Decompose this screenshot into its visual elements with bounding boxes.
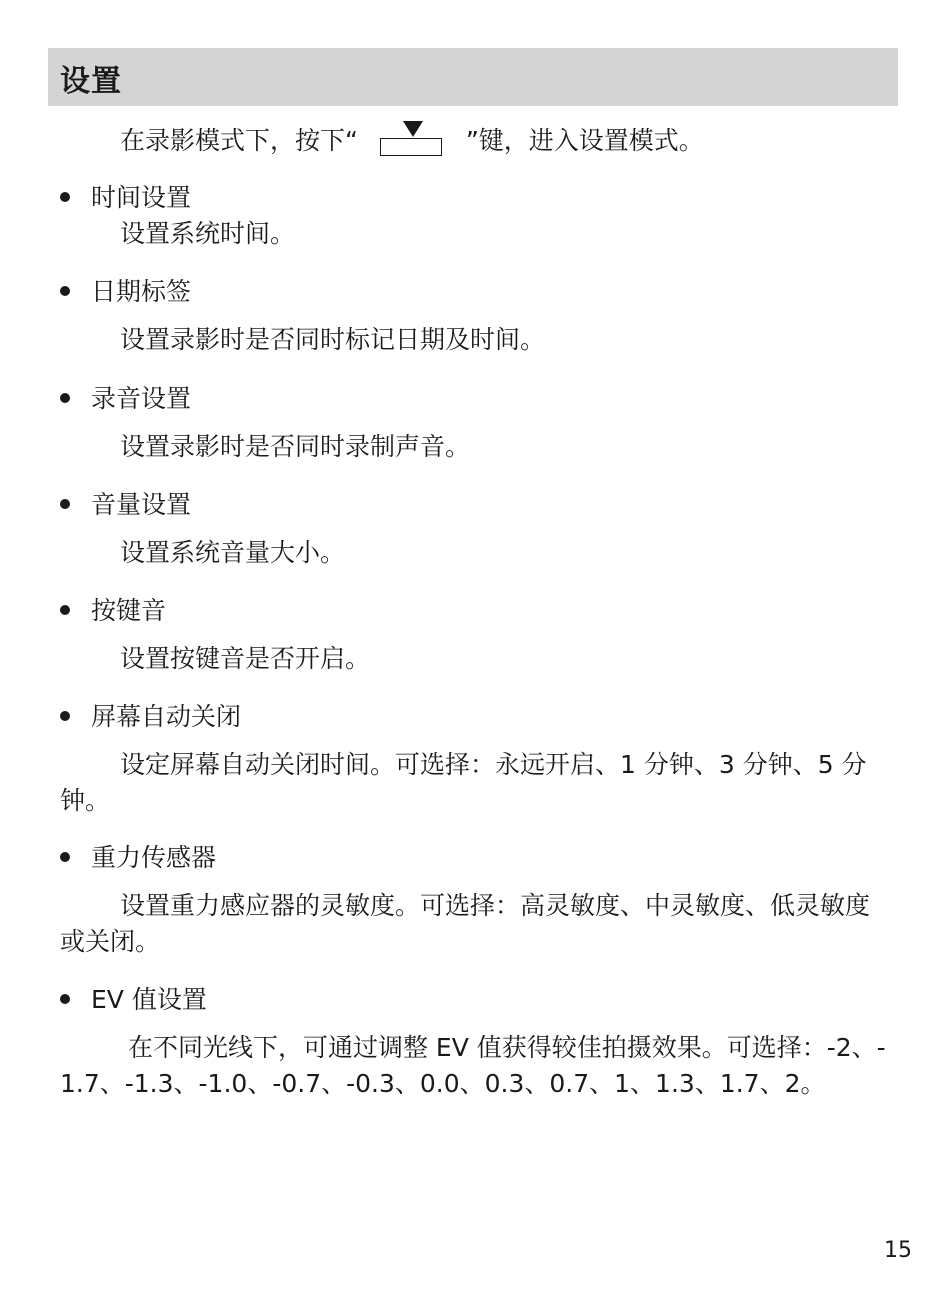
item-heading: 重力传感器 <box>91 843 217 872</box>
item-description: 设置重力感应器的灵敏度。可选择：高灵敏度、中灵敏度、低灵敏度或关闭。 <box>60 891 871 956</box>
bullet-dot-icon <box>60 393 70 403</box>
item-heading-line <box>60 840 900 876</box>
item-heading: 屏幕自动关闭 <box>91 702 242 731</box>
item-description: 设置按键音是否开启。 <box>120 644 371 673</box>
key-outline <box>380 138 442 156</box>
item-gravity-sensor <box>60 840 900 960</box>
item-heading-line <box>60 274 900 310</box>
item-heading-line <box>60 487 900 523</box>
intro-text-before: 在录影模式下，按下“ <box>120 126 358 155</box>
item-key-tone <box>60 593 900 677</box>
bullet-dot-icon <box>60 286 70 296</box>
item-heading: 时间设置 <box>91 183 192 212</box>
bullet-dot-icon <box>60 192 70 202</box>
item-heading: 日期标签 <box>91 277 192 306</box>
item-ev-setting <box>60 982 900 1102</box>
item-heading: 音量设置 <box>91 490 192 519</box>
item-description: 在不同光线下，可通过调整 EV 值获得较佳拍摄效果。可选择：-2、-1.7、-1.3、-1.0、-0.7、-0.3、0.0、0.3、0.7、1、1.3、1.7、2。 <box>60 1033 886 1098</box>
down-triangle-icon <box>403 121 423 137</box>
section-title-bar <box>48 48 898 106</box>
item-heading-line <box>60 180 900 216</box>
down-key-icon <box>380 121 444 161</box>
item-heading: 录音设置 <box>91 384 192 413</box>
item-heading-line <box>60 593 900 629</box>
intro-line <box>120 120 704 160</box>
bullet-dot-icon <box>60 605 70 615</box>
item-description: 设置录影时是否同时标记日期及时间。 <box>120 325 546 354</box>
item-date-stamp <box>60 274 900 358</box>
item-heading-line <box>60 381 900 417</box>
item-volume <box>60 487 900 571</box>
page-number: 15 <box>884 1238 912 1263</box>
item-description: 设定屏幕自动关闭时间。可选择：永远开启、1 分钟、3 分钟、5 分钟。 <box>60 750 867 815</box>
item-screen-auto-off <box>60 699 900 819</box>
bullet-dot-icon <box>60 994 70 1004</box>
item-description: 设置录影时是否同时录制声音。 <box>120 432 471 461</box>
item-time-setting <box>60 180 900 252</box>
page-title: 设置 <box>60 64 122 99</box>
item-audio-recording <box>60 381 900 465</box>
bullet-dot-icon <box>60 499 70 509</box>
item-description: 设置系统音量大小。 <box>120 538 346 567</box>
item-heading: 按键音 <box>91 596 167 625</box>
bullet-dot-icon <box>60 711 70 721</box>
item-heading-line <box>60 982 900 1018</box>
bullet-dot-icon <box>60 852 70 862</box>
item-heading: EV 值设置 <box>91 985 207 1014</box>
intro-text-after: ”键，进入设置模式。 <box>465 126 704 155</box>
item-heading-line <box>60 699 900 735</box>
item-description: 设置系统时间。 <box>120 219 296 248</box>
